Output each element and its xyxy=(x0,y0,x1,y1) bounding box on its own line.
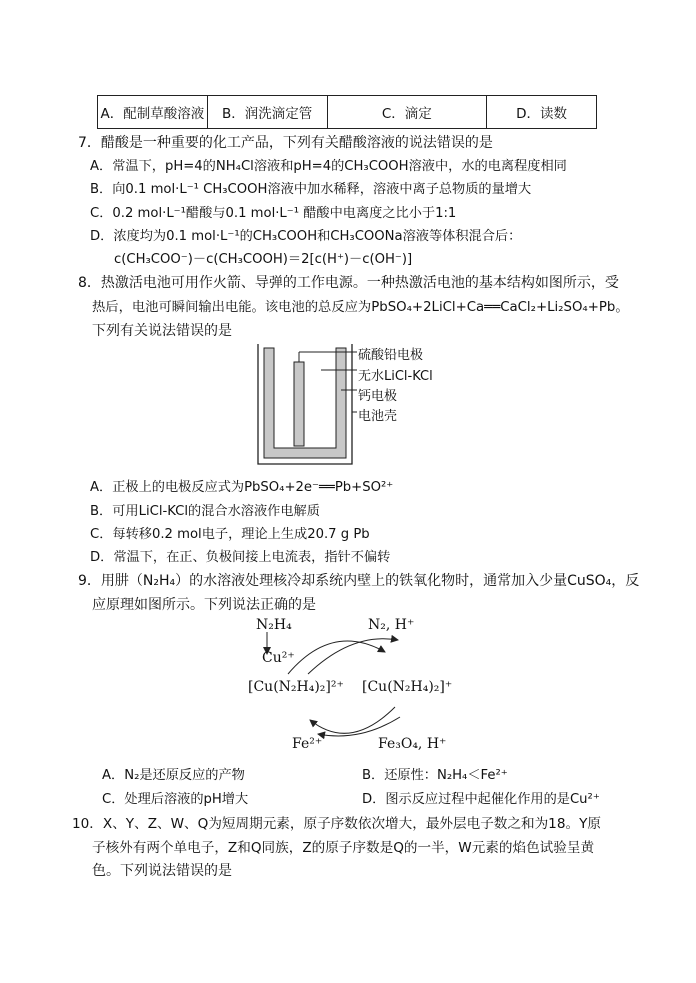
q8-stem-line1: 8．热激活电池可用作火箭、导弹的工作电源。一种热激活电池的基本结构如图所示，受 xyxy=(78,275,619,291)
table-cell: C．滴定 xyxy=(327,96,487,129)
arc-top-right-2 xyxy=(308,639,398,674)
q9-option-d: D．图示反应过程中起催化作用的是Cu²⁺ xyxy=(362,792,600,807)
q8-stem-line2: 热后，电池可瞬间输出电能。该电池的总反应为PbSO₄+2LiCl+Ca══CaCl₂+Li₂SO₄+Pb。 xyxy=(92,300,629,315)
q7-option-d-equation: c(CH₃COO⁻)－c(CH₃COOH)＝2[c(H⁺)－c(OH⁻)] xyxy=(114,252,413,267)
q8-stem-line3: 下列有关说法错误的是 xyxy=(92,323,232,339)
q8-option-d: D．常温下，在正、负极间接上电流表，指针不偏转 xyxy=(90,550,391,565)
q7-option-c: C．0.2 mol·L⁻¹醋酸与0.1 mol·L⁻¹ 醋酸中电离度之比小于1:1 xyxy=(90,206,457,221)
label-lead-sulfate-electrode: 硫酸铅电极 xyxy=(358,348,424,363)
experiment-options-table xyxy=(97,95,597,129)
species-fe2: Fe²⁺ xyxy=(292,736,323,752)
q9-option-b: B．还原性：N₂H₄＜Fe²⁺ xyxy=(362,768,508,783)
q9-option-a: A．N₂是还原反应的产物 xyxy=(102,768,245,783)
q9-stem-line2: 应原理如图所示。下列说法正确的是 xyxy=(92,597,316,613)
species-cu2: Cu²⁺ xyxy=(262,650,295,666)
q7-option-d: D．浓度均为0.1 mol·L⁻¹的CH₃COOH和CH₃COONa溶液等体积混合后： xyxy=(90,229,522,244)
q7-stem: 7．醋酸是一种重要的化工产品，下列有关醋酸溶液的说法错误的是 xyxy=(78,135,493,151)
arc-bottom-left-2 xyxy=(318,717,400,736)
q10-line2: 子核外有两个单电子，Z和Q同族，Z的原子序数是Q的一半，W元素的焰色试验呈黄 xyxy=(92,840,595,856)
q7-option-b: B．向0.1 mol·L⁻¹ CH₃COOH溶液中加水稀释，溶液中离子总物质的量增大 xyxy=(90,182,532,197)
label-battery-shell: 电池壳 xyxy=(358,409,398,424)
electrolyte-region xyxy=(274,348,336,448)
arc-bottom-left xyxy=(310,707,395,733)
label-calcium-electrode: 钙电极 xyxy=(358,389,398,404)
arc-top-right xyxy=(288,641,385,674)
q8-option-c: C．每转移0.2 mol电子，理论上生成20.7 g Pb xyxy=(90,527,370,542)
label-electrolyte: 无水LiCl-KCl xyxy=(358,369,433,384)
species-complex-1plus: [Cu(N₂H₄)₂]⁺ xyxy=(362,679,453,695)
q8-option-b: B．可用LiCl-KCl的混合水溶液作电解质 xyxy=(90,504,320,519)
q10-line3: 色。下列说法错误的是 xyxy=(92,863,232,879)
q8-option-a: A．正极上的电极反应式为PbSO₄+2e⁻══Pb+SO²⁺ xyxy=(90,480,394,495)
lead-sulfate-electrode xyxy=(294,362,304,446)
species-complex-2plus: [Cu(N₂H₄)₂]²⁺ xyxy=(248,679,344,695)
table-cell: A．配制草酸溶液 xyxy=(98,96,208,129)
q10-line1: 10．X、Y、Z、W、Q为短周期元素，原子序数依次增大，最外层电子数之和为18。Y原 xyxy=(72,816,601,832)
q9-option-c: C．处理后溶液的pH增大 xyxy=(102,792,249,807)
species-n2h4: N₂H₄ xyxy=(256,617,292,633)
table-cell: B．润洗滴定管 xyxy=(207,96,327,129)
table-cell: D．读数 xyxy=(487,96,597,129)
q9-stem-line1: 9．用肼（N₂H₄）的水溶液处理核冷却系统内壁上的铁氧化物时，通常加入少量CuSO₄，反 xyxy=(78,573,640,589)
q7-option-a: A．常温下，pH=4的NH₄Cl溶液和pH=4的CH₃COOH溶液中，水的电离程度相同 xyxy=(90,159,567,174)
species-n2-h: N₂, H⁺ xyxy=(368,617,415,633)
battery-diagram xyxy=(255,340,355,470)
species-fe3o4-h: Fe₃O₄, H⁺ xyxy=(378,736,447,752)
